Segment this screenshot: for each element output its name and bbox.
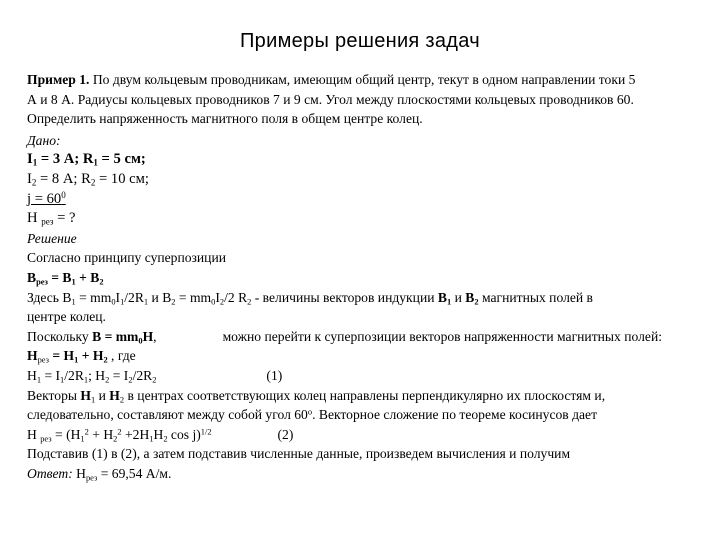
equation-number-1: (1) [266,367,283,383]
principle-text: Согласно принципу суперпозиции [27,250,227,266]
induction-definition-cont: центре колец. [27,309,106,325]
problem-label: Пример 1. [27,72,90,87]
given-line-2: $I_2 = 8$ А; $R_2 = 10$ см; [27,170,149,188]
given-label: Дано: [27,132,61,148]
answer-line: Ответ: $H_{рез} = 69,54$ А/м. [27,465,172,483]
since-line: Поскольку $B = mm_0H$, можно перейти к суперпозиции векторов напряженности магнитных полей: [27,328,662,346]
problem-statement: Пример 1. По двум кольцевым проводникам, имеющим общий центр, текут в одном направлении токи 5 А и 8 А. Радиусы кольцевых проводников 7 и 9 см. Угол между плоскостями кольцевых проводников 60. Определить напряженность магнитного поля в общем центре колец. [27,72,636,127]
h-sum-equation: $H_{рез} = H_1 + H_2$ , где [27,348,136,365]
equation-1: $H_1 = I_1/2R_1$; $H_2 = I_2/2R_2$ (1) [27,367,283,385]
superposition-equation: $B_{рез} = B_1 + B_2$ [27,269,104,287]
document-body [27,70,699,483]
given-line-3: $j = 60^0$ [27,189,66,207]
induction-definition: Здесь $B_1 = mm_0I_1/2R_1$ и $B_2 = mm_0I_2/2$ $R_2$ - величины векторов индукции $B_1$ и $B_2$ магнитных полей в [27,289,593,307]
vectors-line-1: Векторы $H_1$ и $H_2$ в центрах соответствующих колец направлены перпендикулярно их плоскостям и, [27,387,606,405]
answer-value: = 69,54 А/м. [97,465,172,481]
substitute-text: Подставив (1) в (2), а затем подставив численные данные, произведем вычисления и получим [27,446,571,462]
solution-label: Решение [27,230,77,246]
vectors-line-2: следовательно, составляют между собой угол $60^о$. Векторное сложение по теореме косинусов дает [27,406,598,423]
given-line-4: H $_{рез}$ = ? [27,210,76,227]
given-line-1: $I_1 = 3$ А; $R_1 = 5$ см; [27,151,146,169]
equation-number-2: (2) [277,426,294,442]
page-title: Примеры решения задач [240,30,480,52]
answer-label: Ответ: [27,465,73,481]
equation-2: H $_{рез} = (H_1^2 + H_2^2 +2H_1H_2$ cos j)$^{1/2}$ (2) [27,426,294,444]
